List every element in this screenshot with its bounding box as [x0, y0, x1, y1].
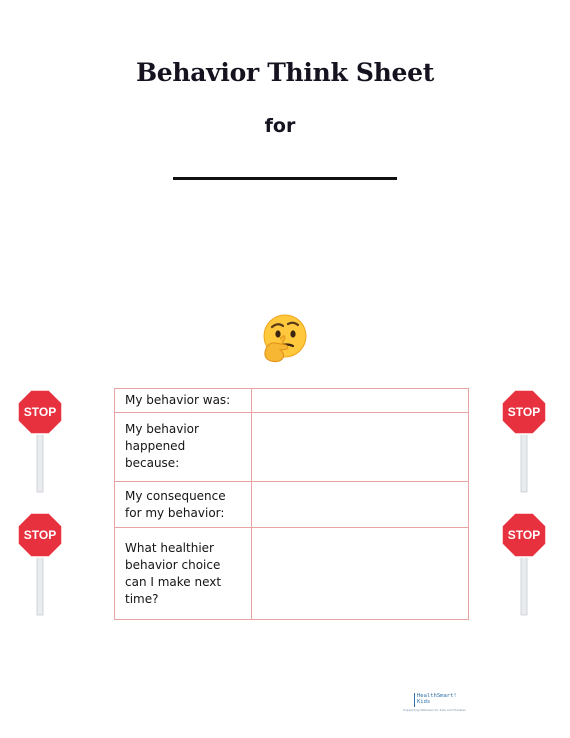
stop-sign-icon — [500, 386, 548, 498]
stop-sign-icon — [16, 386, 64, 498]
answer-field[interactable] — [252, 481, 469, 527]
answer-field[interactable] — [252, 389, 469, 413]
stop-label: STOP — [23, 528, 57, 542]
sheet-title: Behavior Think Sheet — [135, 58, 435, 87]
stop-sign-icon — [16, 509, 64, 621]
question-label: My behavior was: — [115, 389, 252, 413]
stop-label: STOP — [507, 405, 541, 419]
question-label: What healthier behavior choice can I make next time? — [115, 528, 252, 620]
answer-field[interactable] — [252, 412, 469, 481]
question-label: My behavior happened because: — [115, 412, 252, 481]
logo-divider — [414, 693, 415, 707]
logo-name: HealthSmart! Kids — [417, 693, 457, 705]
stop-sign-icon — [500, 509, 548, 621]
thinking-face-icon — [258, 312, 310, 364]
table-row — [115, 528, 469, 620]
table-row — [115, 389, 469, 413]
sheet-subtitle: for — [264, 115, 296, 137]
table-row — [115, 412, 469, 481]
behavior-table — [114, 388, 469, 620]
logo-tagline: Supporting Wellness for Kids and Families — [403, 708, 466, 712]
stop-label: STOP — [23, 405, 57, 419]
stop-label: STOP — [507, 528, 541, 542]
table-row — [115, 481, 469, 527]
question-label: My consequence for my behavior: — [115, 481, 252, 527]
name-blank-line — [173, 177, 397, 180]
healthsmart-logo — [403, 693, 473, 715]
answer-field[interactable] — [252, 528, 469, 620]
